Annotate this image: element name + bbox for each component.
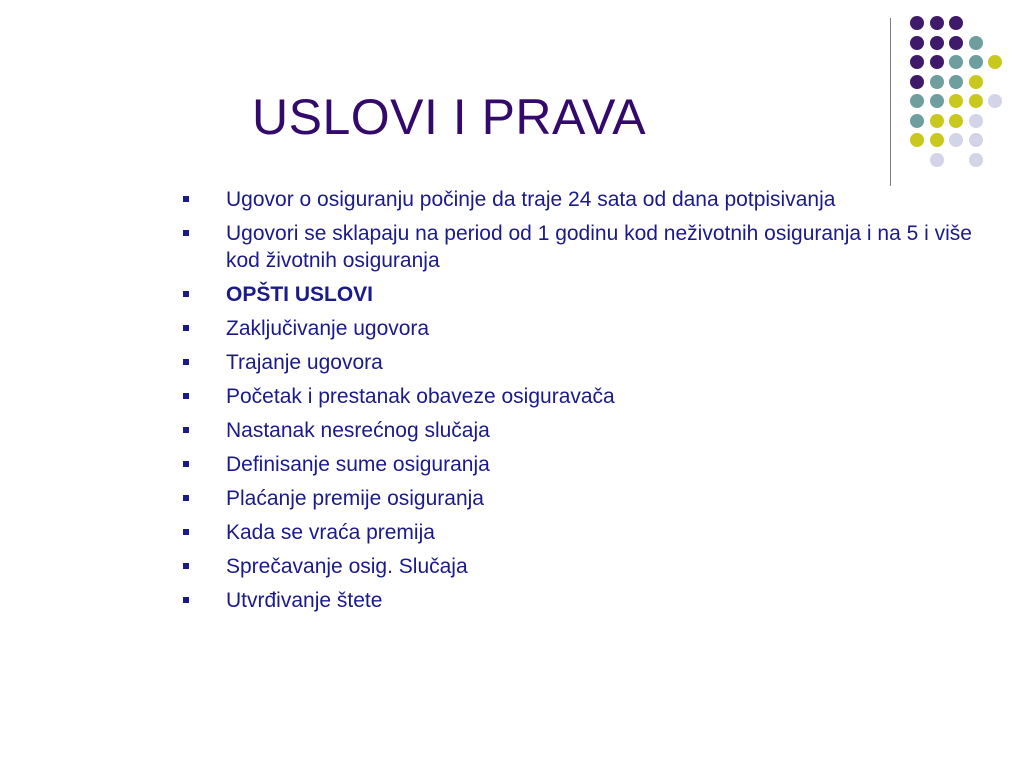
bullet-item xyxy=(180,451,990,478)
decorative-dot xyxy=(949,75,963,89)
bullet-item xyxy=(180,417,990,444)
bullet-item xyxy=(180,519,990,546)
decorative-dot xyxy=(949,94,963,108)
decorative-dot xyxy=(930,75,944,89)
decorative-dot xyxy=(910,94,924,108)
bullet-item xyxy=(180,485,990,512)
decorative-dot xyxy=(949,16,963,30)
decorative-dot xyxy=(969,94,983,108)
bullet-text: Utvrđivanje štete xyxy=(226,589,383,612)
square-bullet-icon xyxy=(183,563,189,569)
square-bullet-icon xyxy=(183,495,189,501)
square-bullet-icon xyxy=(183,291,189,297)
decorative-dot xyxy=(969,114,983,128)
bullet-item xyxy=(180,281,990,308)
decorative-dot xyxy=(910,133,924,147)
decorative-dot xyxy=(930,94,944,108)
decorative-dot xyxy=(910,16,924,30)
decorative-dot xyxy=(930,16,944,30)
decorative-dot xyxy=(969,36,983,50)
decorative-dot xyxy=(910,55,924,69)
bullet-text: Sprečavanje osig. Slučaja xyxy=(226,555,468,578)
decorative-dot xyxy=(969,133,983,147)
square-bullet-icon xyxy=(183,529,189,535)
bullet-text: Trajanje ugovora xyxy=(226,351,383,374)
bullet-text: Zaključivanje ugovora xyxy=(226,317,430,340)
bullet-item xyxy=(180,383,990,410)
decorative-dot xyxy=(969,153,983,167)
square-bullet-icon xyxy=(183,325,189,331)
bullet-text: Početak i prestanak obaveze osiguravača xyxy=(226,385,615,408)
square-bullet-icon xyxy=(183,359,189,365)
bullet-item xyxy=(180,315,990,342)
bullet-text: Plaćanje premije osiguranja xyxy=(226,487,484,510)
decorative-dot xyxy=(910,36,924,50)
square-bullet-icon xyxy=(183,393,189,399)
bullet-item xyxy=(180,587,990,614)
bullet-text: Nastanak nesrećnog slučaja xyxy=(226,419,490,442)
bullet-item xyxy=(180,186,990,213)
bullet-list xyxy=(180,186,990,621)
decorative-dot xyxy=(910,114,924,128)
bullet-text: OPŠTI USLOVI xyxy=(226,283,374,306)
decorative-dot xyxy=(930,153,944,167)
slide-title: USLOVI I PRAVA xyxy=(252,89,647,145)
decorative-dot xyxy=(949,133,963,147)
square-bullet-icon xyxy=(183,196,189,202)
decorative-dot xyxy=(988,55,1002,69)
square-bullet-icon xyxy=(183,461,189,467)
vertical-divider xyxy=(890,18,891,186)
bullet-text: Ugovori se sklapaju na period od 1 godinu kod neživotnih osiguranja i na 5 i više kod životnih osiguranja xyxy=(226,222,972,272)
square-bullet-icon xyxy=(183,597,189,603)
square-bullet-icon xyxy=(183,230,189,236)
decorative-dot xyxy=(949,36,963,50)
decorative-dot xyxy=(988,94,1002,108)
decorative-dot xyxy=(949,55,963,69)
decorative-dot xyxy=(930,133,944,147)
square-bullet-icon xyxy=(183,427,189,433)
decorative-dot xyxy=(930,55,944,69)
decorative-dot xyxy=(969,75,983,89)
decorative-dot xyxy=(969,55,983,69)
bullet-item xyxy=(180,349,990,376)
bullet-text: Ugovor o osiguranju počinje da traje 24 sata od dana potpisivanja xyxy=(226,188,836,211)
decorative-dot xyxy=(930,114,944,128)
decorative-dot xyxy=(910,75,924,89)
decorative-dot xyxy=(949,114,963,128)
decorative-dot xyxy=(930,36,944,50)
bullet-text: Definisanje sume osiguranja xyxy=(226,453,490,476)
bullet-item xyxy=(180,553,990,580)
bullet-text: Kada se vraća premija xyxy=(226,521,435,544)
bullet-item xyxy=(180,220,990,274)
